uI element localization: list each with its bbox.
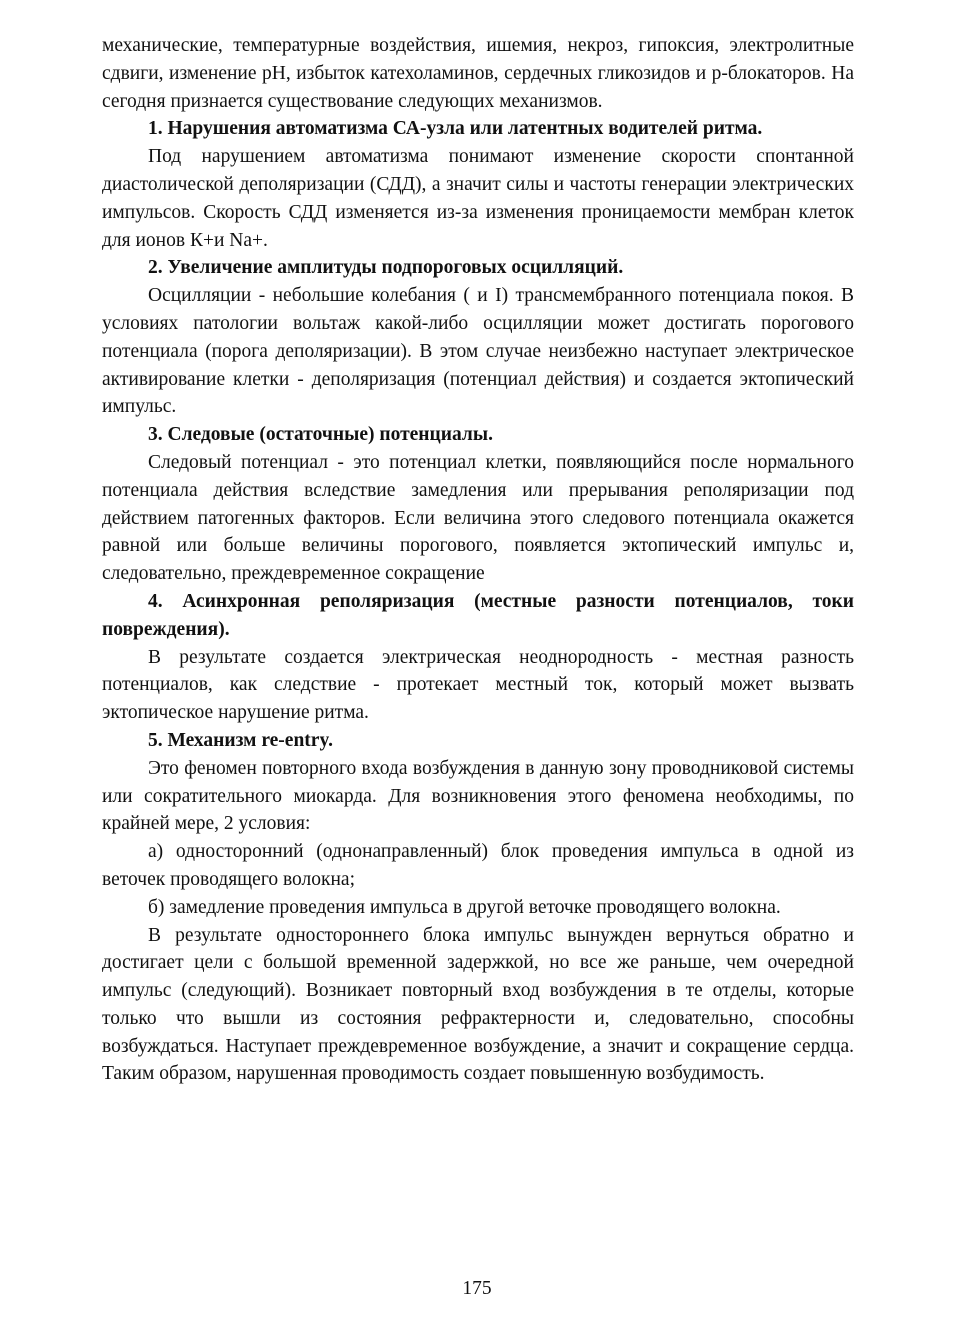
paragraph: механические, температурные воздействия, ишемия, некроз, гипоксия, электролитные сдвиги, изменение pH, избыток катехоламинов, сердечных гликозидов и р-блокаторов. На сегодня признается существование следующих механизмов. bbox=[102, 35, 854, 112]
paragraph: В результате создается электрическая неоднородность - местная разность потенциалов, как следствие - протекает местный ток, который может вызвать эктопическое нарушение ритма. bbox=[102, 646, 854, 724]
paragraph: В результате одностороннего блока импульс вынужден вернуться обратно и достигает цели с большой временной задержкой, но все же раньше, чем очередной импульс (следующий). Возникает повторный вход возбуждения в те отделы, которые только что вышли из состояния рефрактерности и, следовательно, способны возбуждаться. Наступает преждевременное возбуждение, а значит и сокращение сердца. Таким образом, нарушенная проводимость создает повышенную возбудимость. bbox=[102, 924, 854, 1085]
list-item: б) замедление проведения импульса в другой веточке проводящего волокна. bbox=[148, 896, 781, 918]
section-heading: 4. Асинхронная реполяризация (местные разности потенциалов, токи повреждения). bbox=[102, 590, 854, 640]
paragraph: Осцилляции - небольшие колебания ( и I) трансмембранного потенциала покоя. В условиях патологии вольтаж какой-либо осцилляции может достигать порогового потенциала (порога деполяризации). В этом случае неизбежно наступает электрическое активирование клетки - деполяризация (потенциал действия) и создается эктопический импульс. bbox=[102, 285, 854, 418]
paragraph: Под нарушением автоматизма понимают изменение скорости спонтанной диастолической деполяризации (СДД), а значит силы и частоты генерации электрических импульсов. Скорость СДД изменяется из-за изменения проницаемости мембран клеток для ионов К+и Na+. bbox=[102, 146, 854, 251]
section-heading: 3. Следовые (остаточные) потенциалы. bbox=[148, 424, 493, 446]
list-item: а) односторонний (однонаправленный) блок проведения импульса в одной из веточек проводящего волокна; bbox=[102, 841, 854, 890]
section-heading: 5. Механизм re-entry. bbox=[148, 729, 333, 751]
paragraph: Это феномен повторного входа возбуждения в данную зону проводниковой системы или сократительного миокарда. Для возникновения этого феномена необходимы, по крайней мере, 2 условия: bbox=[102, 757, 854, 835]
paragraph: Следовый потенциал - это потенциал клетки, появляющийся после нормального потенциала действия вследствие замедления или прерывания реполяризации под действием патогенных факторов. Если величина этого следового потенциала окажется равной или больше величины порогового, появляется эктопический импульс и, следовательно, преждевременное сокращение bbox=[102, 451, 854, 585]
page-number: 175 bbox=[462, 1278, 492, 1299]
section-heading: 2. Увеличение амплитуды подпороговых осцилляций. bbox=[148, 257, 624, 279]
section-heading: 1. Нарушения автоматизма СА-узла или латентных водителей ритма. bbox=[148, 118, 763, 140]
page-body bbox=[102, 32, 854, 1088]
